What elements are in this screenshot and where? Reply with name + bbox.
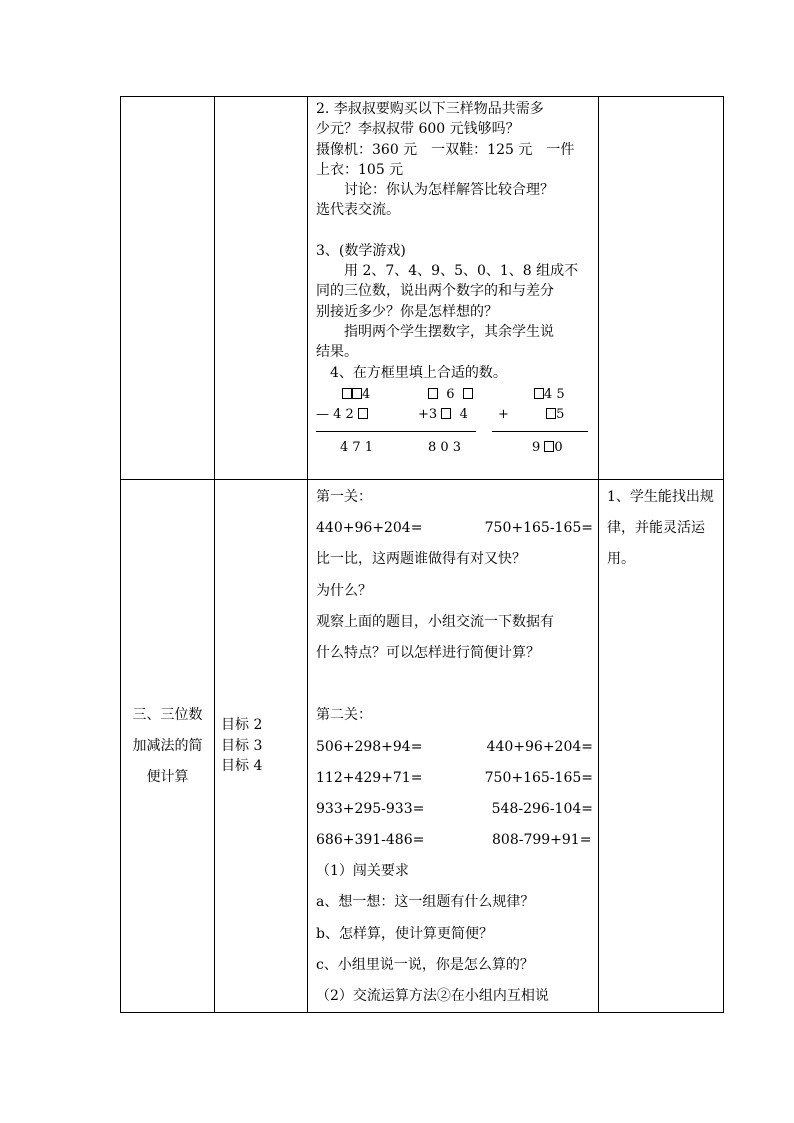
blank-box [544,441,554,452]
text-line: 2. 李叔叔要购买以下三样物品共需多 [316,101,544,117]
goal-item: 目标 2 [221,717,263,734]
text-line: 4、在方框里填上合适的数。 [316,364,507,381]
expression-row: 112+429+71= 750+165-165= [316,769,593,786]
goal-item: 目标 3 [221,737,263,754]
lesson-plan-table [120,96,724,1013]
expression-row: 506+298+94= 440+96+204= [316,738,593,755]
blank-box [428,388,438,399]
text-line: 指明两个学生摆数字，其余学生说 [316,323,554,340]
text-line: 3、(数学游戏) [316,242,406,259]
table-row [121,480,724,1013]
problem3-bottom: + 5 [498,406,565,422]
text-line: 结果。 [316,344,358,361]
text-line: 什么特点？可以怎样进行简便计算？ [316,644,540,661]
blank-box [441,408,451,419]
blank-line [316,669,593,700]
text-line: 讨论：你认为怎样解答比较合理？ [316,182,554,199]
problem2-result: 8 0 3 [428,439,462,455]
blank-box [342,388,352,399]
text-line: 同的三位数，说出两个数字的和与差分 [316,283,554,300]
problem3-top: 4 5 [534,385,565,405]
blank-box [534,388,544,399]
underline [492,431,588,432]
expression-row: 440+96+204= 750+165-165= [316,520,593,537]
note-cell: 1、学生能找出规律，并能灵活运用。 [599,480,724,1013]
fill-in-arithmetic [316,383,593,455]
stage-title: 三、三位数加减法的简便计算 [121,480,215,1013]
text-line: 比一比，这两题谁做得有对又快？ [316,551,526,568]
goals-cell [215,480,308,1013]
text-line: 上衣：105 元 [316,161,404,178]
level2-title: 第二关： [316,707,372,724]
text-line: 为什么？ [316,582,372,599]
stage-cell-empty [121,97,215,480]
problem2-top: 6 [428,385,473,405]
table-row [121,97,724,480]
note-cell-empty [599,97,724,480]
text-line: （2）交流运算方法②在小组内互相说 [316,988,549,1004]
expression-row: 933+295-933= 548-296-104= [316,800,593,817]
expression-row: 686+391-486= 808-799+91= [316,832,592,849]
problem1-bottom: — 4 2 [316,405,368,425]
level1-title: 第一关： [316,489,372,505]
problem2-bottom: +3 4 [418,406,468,422]
text-line: b、怎样算，使计算更简便？ [316,925,493,942]
activity-cell [308,97,599,480]
text-line: 观察上面的题目，小组交流一下数据有 [316,613,554,630]
text-line: 摄像机：360 元 一双鞋：125 元 一件 [316,141,575,158]
goal-cell-empty [215,97,308,480]
blank-box [463,388,473,399]
problem3-result: 9 0 [532,439,563,455]
problem1-top: 4 [342,385,370,405]
blank-line [316,221,593,241]
text-line: 选代表交流。 [316,202,400,219]
underline [316,431,476,432]
blank-box [358,408,368,419]
text-line: 别接近多少？你是怎样想的？ [316,303,498,320]
goal-item: 目标 4 [221,758,263,775]
text-line: （1）闯关要求 [316,863,409,880]
blank-box [352,388,362,399]
blank-box [546,408,556,419]
text-line: 少元？李叔叔带 600 元钱够吗？ [316,121,520,138]
text-line: c、小组里说一说，你是怎么算的？ [316,956,534,973]
problem1-result: 4 7 1 [340,439,374,455]
text-line: 用 2、7、4、9、5、0、1、8 组成不 [316,263,579,280]
text-line: a、想一想：这一组题有什么规律？ [316,894,535,911]
activity-cell [308,480,599,1013]
